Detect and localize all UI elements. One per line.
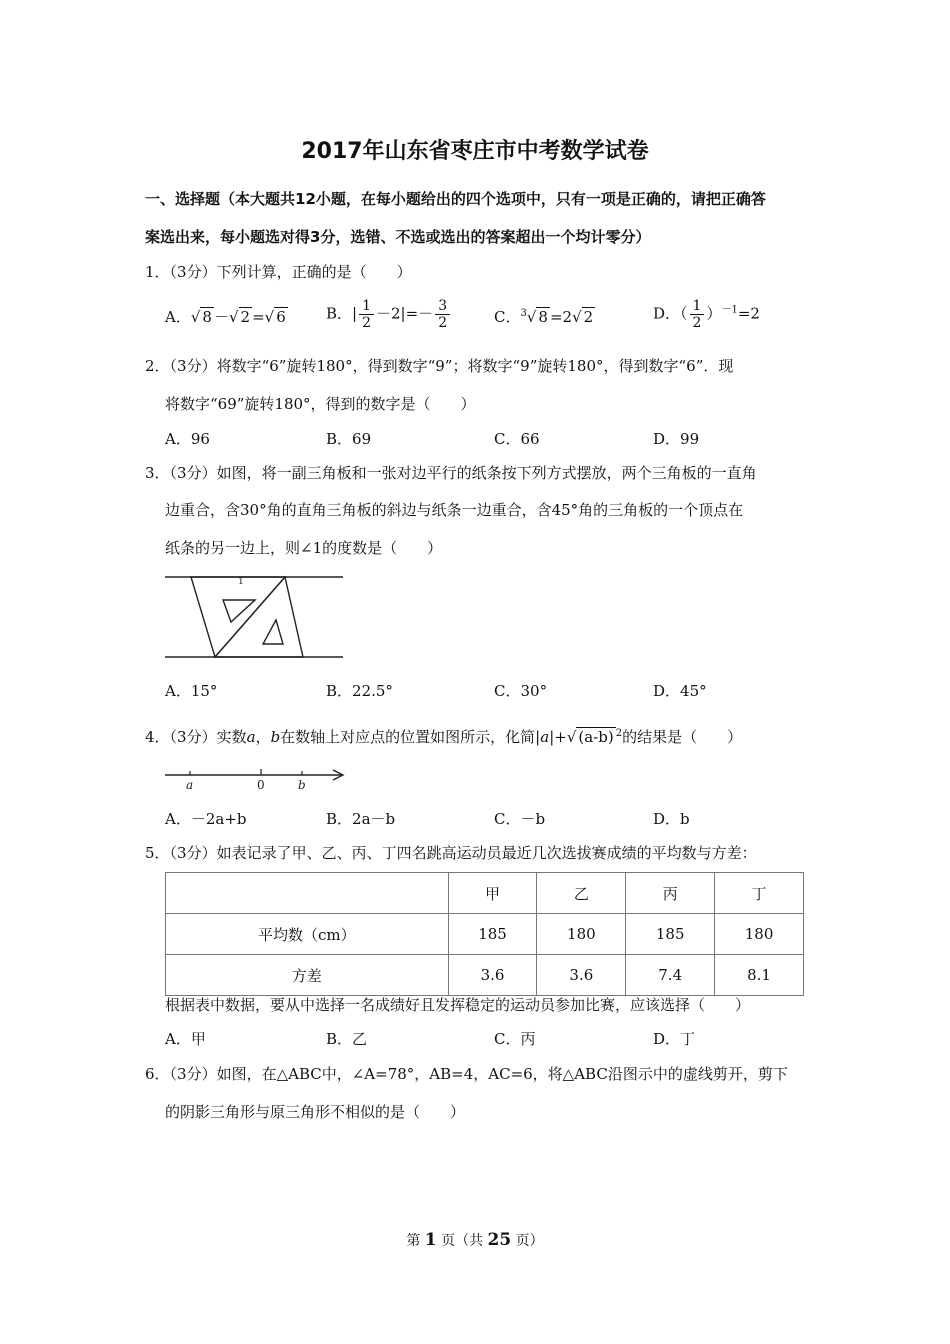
table-cell: 185 — [626, 914, 715, 955]
q4-option-a: A．－2a+b — [165, 810, 247, 828]
table-cell: 平均数（cm） — [166, 914, 449, 955]
q3-line3: 纸条的另一边上，则∠1的度数是（ ） — [165, 539, 443, 557]
axis-label-a: a — [186, 778, 194, 792]
q4-option-b: B．2a－b — [326, 810, 396, 828]
table-cell: 7.4 — [626, 955, 715, 996]
table-cell: 丙 — [626, 873, 715, 914]
q1-option-a: A．√ 8 －√ 2 =√ 6 — [165, 308, 286, 326]
q3-angle-label: 1 — [238, 577, 244, 587]
table-cell: 3.6 — [448, 955, 537, 996]
q1-option-b: B．| $\frac{1}{2}$ －2|=－ $\frac{3}{2}$ — [326, 298, 452, 331]
q5-stem: 5．（3分）如表记录了甲、乙、丙、丁四名跳高运动员最近几次选拔赛成绩的平均数与方差： — [145, 844, 757, 862]
q5-option-a: A．甲 — [165, 1030, 206, 1048]
table-cell: 180 — [537, 914, 626, 955]
table-cell: 3.6 — [537, 955, 626, 996]
q3-line2: 边重合，含30°角的直角三角板的斜边与纸条一边重合，含45°角的三角板的一个顶点在 — [165, 501, 744, 519]
q2-option-a: A．96 — [165, 430, 210, 448]
page-footer: 第 1 页（共 25 页） — [406, 1230, 544, 1250]
q6-line1: 6．（3分）如图，在△ABC中，∠A=78°，AB=4，AC=6，将△ABC沿图示中的虚线剪开，剪下 — [145, 1065, 788, 1083]
q2-line1: 2．（3分）将数字“6”旋转180°，得到数字“9”；将数字“9”旋转180°，得到数字“6”．现 — [145, 357, 734, 375]
page-number: 1 — [424, 1230, 437, 1250]
table-cell: 185 — [448, 914, 537, 955]
table-row — [166, 914, 804, 955]
q2-option-b: B．69 — [326, 430, 372, 448]
total-pages: 25 — [487, 1230, 512, 1250]
table-cell — [166, 873, 449, 914]
table-cell: 8.1 — [715, 955, 804, 996]
q2-option-c: C．66 — [494, 430, 540, 448]
q5-option-c: C．丙 — [494, 1030, 536, 1048]
q6-line2: 的阴影三角形与原三角形不相似的是（ ） — [165, 1103, 466, 1121]
table-header-row — [166, 873, 804, 914]
table-cell: 180 — [715, 914, 804, 955]
q4-number-line — [163, 764, 348, 792]
q4-stem: 4．（3分）实数a，b在数轴上对应点的位置如图所示，化简|a|+√ (a-b) $^2$的结果是（ ） — [145, 728, 743, 746]
q5-score-table — [165, 872, 804, 996]
q2-option-d: D．99 — [653, 430, 700, 448]
table-cell: 甲 — [448, 873, 537, 914]
section-heading-line1: 一、选择题（本大题共12小题，在每小题给出的四个选项中，只有一项是正确的，请把正确答 — [145, 190, 766, 208]
q1-option-c: C．$^3$√ 8 =2√ 2 — [494, 308, 594, 326]
q5-after-text: 根据表中数据，要从中选择一名成绩好且发挥稳定的运动员参加比赛，应该选择（ ） — [165, 996, 751, 1014]
q3-option-b: B．22.5° — [326, 682, 393, 700]
section-heading-line2: 案选出来，每小题选对得3分，选错、不选或选出的答案超出一个均计零分） — [145, 228, 651, 246]
q2-line2: 将数字“69”旋转180°，得到的数字是（ ） — [165, 395, 476, 413]
q3-option-c: C．30° — [494, 682, 548, 700]
table-row — [166, 955, 804, 996]
q5-option-b: B．乙 — [326, 1030, 368, 1048]
table-cell: 丁 — [715, 873, 804, 914]
q4-option-c: C．－b — [494, 810, 546, 828]
page-title: 2017年山东省枣庄市中考数学试卷 — [301, 139, 649, 164]
q4-option-d: D．b — [653, 810, 690, 828]
q3-triangle-figure — [163, 570, 348, 662]
table-cell: 方差 — [166, 955, 449, 996]
axis-label-0: 0 — [257, 778, 265, 792]
q3-line1: 3．（3分）如图，将一副三角板和一张对边平行的纸条按下列方式摆放，两个三角板的一直角 — [145, 464, 757, 482]
q1-stem: 1．（3分）下列计算，正确的是（ ） — [145, 263, 412, 281]
q3-option-d: D．45° — [653, 682, 707, 700]
q5-option-d: D．丁 — [653, 1030, 696, 1048]
q3-option-a: A．15° — [165, 682, 218, 700]
axis-label-b: b — [298, 778, 306, 792]
q1-option-d: D．（ $\frac{1}{2}$ ）$^{-1}$=2 — [653, 298, 760, 331]
table-cell: 乙 — [537, 873, 626, 914]
